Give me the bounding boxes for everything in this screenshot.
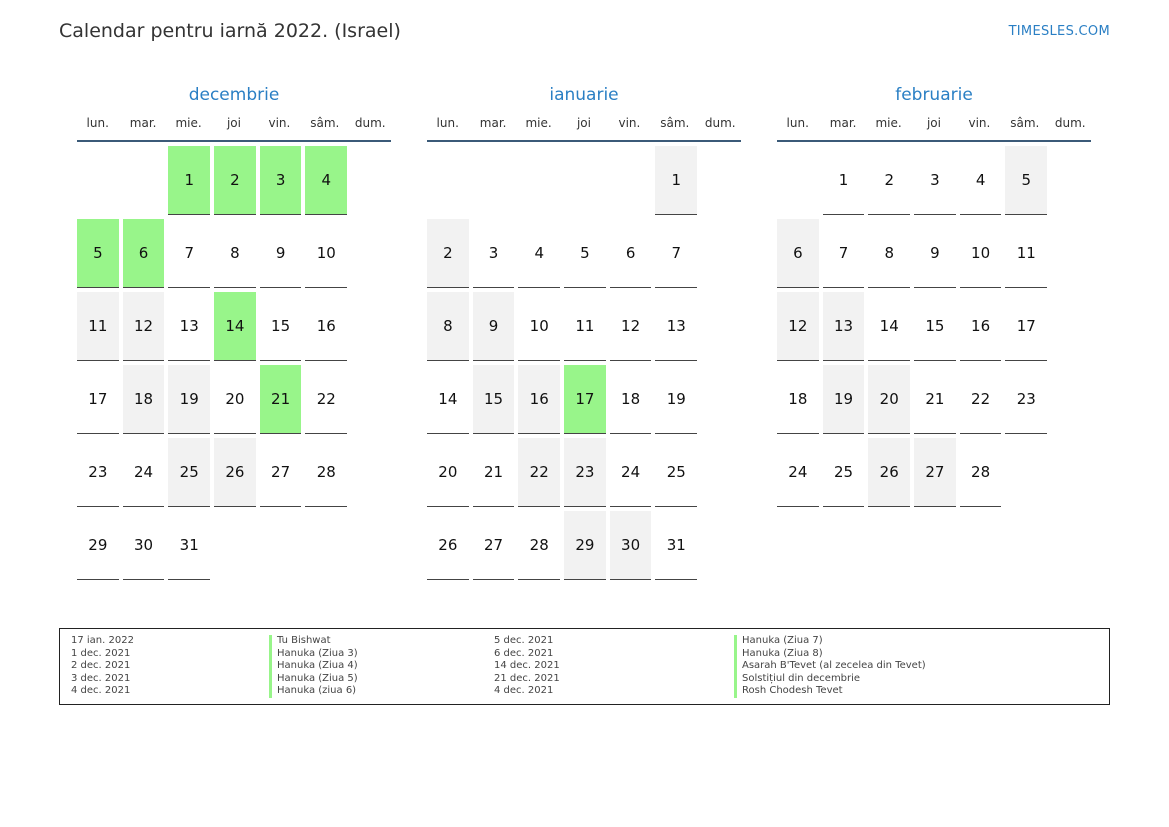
day-cell[interactable]: 15 — [914, 292, 956, 361]
day-cell[interactable]: 10 — [960, 219, 1002, 288]
holiday-day-cell[interactable]: 14 — [214, 292, 256, 361]
legend-date: 5 dec. 2021 — [494, 635, 554, 646]
day-cell[interactable]: 11 — [1005, 219, 1047, 288]
day-cell[interactable]: 25 — [168, 438, 210, 507]
month-january — [427, 84, 741, 580]
day-cell[interactable]: 18 — [777, 365, 819, 434]
day-cell[interactable]: 19 — [655, 365, 697, 434]
legend-date: 14 dec. 2021 — [494, 660, 560, 671]
holiday-day-cell[interactable]: 3 — [260, 146, 302, 215]
day-cell[interactable]: 18 — [610, 365, 652, 434]
legend-dates-col-2 — [494, 635, 560, 698]
day-cell[interactable]: 16 — [518, 365, 560, 434]
day-cell[interactable]: 8 — [427, 292, 469, 361]
legend-date: 3 dec. 2021 — [71, 672, 131, 684]
day-cell[interactable]: 19 — [823, 365, 865, 434]
day-cell[interactable]: 20 — [868, 365, 910, 434]
weekday-wed: mie. — [175, 116, 202, 130]
day-cell[interactable]: 1 — [655, 146, 697, 215]
day-grid — [427, 146, 741, 580]
day-cell[interactable]: 20 — [214, 365, 256, 434]
empty-cell — [564, 146, 606, 215]
day-cell[interactable]: 10 — [305, 219, 347, 288]
day-cell[interactable]: 23 — [564, 438, 606, 507]
legend-holiday: Hanuka (Ziua 5) — [269, 673, 358, 686]
holiday-day-cell[interactable]: 4 — [305, 146, 347, 215]
day-cell[interactable]: 22 — [305, 365, 347, 434]
holiday-legend — [59, 628, 1110, 705]
day-cell[interactable]: 21 — [473, 438, 515, 507]
month-february — [777, 84, 1091, 507]
day-cell[interactable]: 13 — [823, 292, 865, 361]
legend-holiday: Tu Bishwat — [269, 635, 358, 648]
day-cell[interactable]: 9 — [914, 219, 956, 288]
holiday-day-cell[interactable]: 17 — [564, 365, 606, 434]
day-cell[interactable]: 16 — [960, 292, 1002, 361]
weekday-tue: mar. — [479, 116, 507, 130]
weekday-mon: lun. — [86, 116, 109, 130]
day-cell[interactable]: 12 — [123, 292, 165, 361]
day-cell[interactable]: 31 — [168, 511, 210, 580]
weekday-sat: sâm. — [1010, 116, 1040, 130]
holiday-day-cell[interactable]: 5 — [77, 219, 119, 288]
day-cell[interactable]: 15 — [260, 292, 302, 361]
day-cell[interactable]: 27 — [260, 438, 302, 507]
day-cell[interactable]: 3 — [914, 146, 956, 215]
day-cell[interactable]: 21 — [914, 365, 956, 434]
day-cell[interactable]: 4 — [518, 219, 560, 288]
day-cell[interactable]: 2 — [868, 146, 910, 215]
weekday-thu: joi — [226, 116, 241, 130]
legend-date: 1 dec. 2021 — [71, 647, 131, 659]
day-cell[interactable]: 18 — [123, 365, 165, 434]
weekday-thu: joi — [926, 116, 941, 130]
day-cell[interactable]: 28 — [518, 511, 560, 580]
month-december — [77, 84, 391, 580]
day-cell[interactable]: 6 — [777, 219, 819, 288]
empty-cell — [427, 146, 469, 215]
weekday-sat: sâm. — [660, 116, 690, 130]
weekday-fri: vin. — [968, 116, 991, 130]
day-cell[interactable]: 17 — [77, 365, 119, 434]
day-cell[interactable]: 25 — [823, 438, 865, 507]
weekday-header — [77, 114, 391, 142]
weekday-sat: sâm. — [310, 116, 340, 130]
legend-date: 17 ian. 2022 — [71, 635, 134, 646]
day-cell[interactable]: 13 — [168, 292, 210, 361]
legend-date: 4 dec. 2021 — [494, 685, 554, 696]
day-cell[interactable]: 24 — [610, 438, 652, 507]
day-cell[interactable]: 24 — [123, 438, 165, 507]
day-cell[interactable]: 26 — [214, 438, 256, 507]
day-cell[interactable]: 9 — [473, 292, 515, 361]
day-cell[interactable]: 10 — [518, 292, 560, 361]
day-cell[interactable]: 2 — [427, 219, 469, 288]
day-cell[interactable]: 12 — [777, 292, 819, 361]
day-cell[interactable]: 27 — [914, 438, 956, 507]
day-grid — [77, 146, 391, 580]
day-cell[interactable]: 7 — [655, 219, 697, 288]
day-cell[interactable]: 28 — [960, 438, 1002, 507]
legend-holiday: Hanuka (Ziua 3) — [269, 648, 358, 661]
month-name: ianuarie — [549, 85, 619, 105]
day-cell[interactable]: 26 — [427, 511, 469, 580]
empty-cell — [518, 146, 560, 215]
day-cell[interactable]: 4 — [960, 146, 1002, 215]
day-cell[interactable]: 8 — [214, 219, 256, 288]
weekday-sun: dum. — [704, 116, 736, 130]
day-cell[interactable]: 14 — [427, 365, 469, 434]
legend-holiday: Hanuka (Ziua 8) — [734, 648, 926, 661]
empty-cell — [610, 146, 652, 215]
day-cell[interactable]: 19 — [168, 365, 210, 434]
legend-holiday: Hanuka (Ziua 4) — [269, 660, 358, 673]
day-cell[interactable]: 22 — [960, 365, 1002, 434]
day-cell[interactable]: 30 — [610, 511, 652, 580]
day-cell[interactable]: 11 — [564, 292, 606, 361]
weekday-header — [777, 114, 1091, 142]
day-cell[interactable]: 7 — [168, 219, 210, 288]
brand-link[interactable]: TIMESLES.COM — [1008, 24, 1110, 39]
legend-dates-col-1 — [71, 635, 134, 698]
weekday-fri: vin. — [618, 116, 641, 130]
month-name: februarie — [895, 85, 973, 105]
empty-cell — [473, 146, 515, 215]
empty-cell — [77, 146, 119, 215]
legend-holiday: Rosh Chodesh Tevet — [734, 685, 926, 698]
weekday-mon: lun. — [436, 116, 459, 130]
legend-holiday: Hanuka (Ziua 7) — [734, 635, 926, 648]
day-cell[interactable]: 6 — [610, 219, 652, 288]
page-title: Calendar pentru iarnă 2022. (Israel) — [59, 20, 401, 42]
weekday-wed: mie. — [875, 116, 902, 130]
day-cell[interactable]: 17 — [1005, 292, 1047, 361]
month-name: decembrie — [188, 85, 280, 105]
day-cell[interactable]: 29 — [77, 511, 119, 580]
day-cell[interactable]: 16 — [305, 292, 347, 361]
day-cell[interactable]: 20 — [427, 438, 469, 507]
day-cell[interactable]: 25 — [655, 438, 697, 507]
empty-cell — [123, 146, 165, 215]
day-cell[interactable]: 7 — [823, 219, 865, 288]
day-cell[interactable]: 3 — [473, 219, 515, 288]
holiday-day-cell[interactable]: 1 — [168, 146, 210, 215]
holiday-day-cell[interactable]: 6 — [123, 219, 165, 288]
day-cell[interactable]: 14 — [868, 292, 910, 361]
weekday-thu: joi — [576, 116, 591, 130]
day-cell[interactable]: 29 — [564, 511, 606, 580]
weekday-tue: mar. — [829, 116, 857, 130]
legend-names-col-2 — [734, 635, 926, 698]
day-cell[interactable]: 22 — [518, 438, 560, 507]
legend-holiday: Hanuka (ziua 6) — [269, 685, 358, 698]
day-cell[interactable]: 28 — [305, 438, 347, 507]
weekday-header — [427, 114, 741, 142]
day-cell[interactable]: 12 — [610, 292, 652, 361]
day-cell[interactable]: 1 — [823, 146, 865, 215]
weekday-mon: lun. — [786, 116, 809, 130]
holiday-day-cell[interactable]: 2 — [214, 146, 256, 215]
weekday-wed: mie. — [525, 116, 552, 130]
day-cell[interactable]: 8 — [868, 219, 910, 288]
weekday-tue: mar. — [129, 116, 157, 130]
empty-cell — [777, 146, 819, 215]
holiday-day-cell[interactable]: 21 — [260, 365, 302, 434]
day-cell[interactable]: 26 — [868, 438, 910, 507]
legend-date: 4 dec. 2021 — [71, 685, 131, 696]
day-cell[interactable]: 15 — [473, 365, 515, 434]
weekday-sun: dum. — [1054, 116, 1086, 130]
day-cell[interactable]: 23 — [77, 438, 119, 507]
day-cell[interactable]: 30 — [123, 511, 165, 580]
day-cell[interactable]: 24 — [777, 438, 819, 507]
day-grid — [777, 146, 1091, 507]
legend-date: 6 dec. 2021 — [494, 647, 554, 659]
legend-names-col-1 — [269, 635, 358, 698]
legend-holiday: Asarah B'Tevet (al zecelea din Tevet) — [734, 660, 926, 673]
legend-date: 21 dec. 2021 — [494, 672, 560, 684]
day-cell[interactable]: 31 — [655, 511, 697, 580]
day-cell[interactable]: 27 — [473, 511, 515, 580]
day-cell[interactable]: 11 — [77, 292, 119, 361]
legend-date: 2 dec. 2021 — [71, 660, 131, 671]
day-cell[interactable]: 13 — [655, 292, 697, 361]
day-cell[interactable]: 23 — [1005, 365, 1047, 434]
day-cell[interactable]: 5 — [564, 219, 606, 288]
day-cell[interactable]: 5 — [1005, 146, 1047, 215]
weekday-sun: dum. — [354, 116, 386, 130]
weekday-fri: vin. — [268, 116, 291, 130]
day-cell[interactable]: 9 — [260, 219, 302, 288]
legend-holiday: Solstițiul din decembrie — [734, 673, 926, 686]
